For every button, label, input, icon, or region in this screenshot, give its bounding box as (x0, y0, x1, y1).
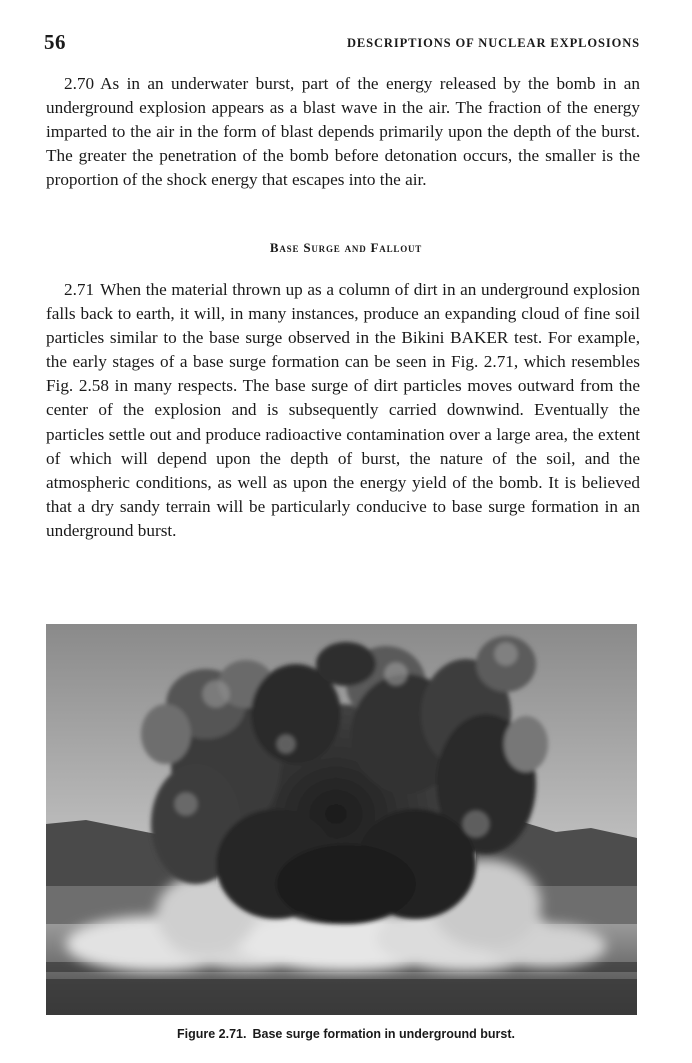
running-head (44, 30, 640, 54)
figure-caption-text: Base surge formation in underground burst. (252, 1027, 515, 1041)
paragraph-text: As in an underwater burst, part of the energy released by the bomb in an underground explosion appears as a blast wave in the air. The fraction of the energy imparted to the air in the form of blast depends primarily upon the depth of the burst. The greater the penetration of the bomb before detonation occurs, the smaller is the proportion of the shock energy that escapes into the air. (46, 74, 640, 190)
paragraph-2-70 (46, 72, 640, 192)
figure-photo-underground-burst (46, 624, 637, 1015)
running-title: DESCRIPTIONS OF NUCLEAR EXPLOSIONS (346, 36, 640, 50)
paragraph-text: When the material thrown up as a column of dirt in an underground explosion falls back to earth, it will, in many instances, produce an expanding cloud of fine soil particles similar to the base surge observed in the Bikini BAKER test. For example, the early stages of a base surge formation can be seen in Fig. 2.71, which resembles Fig. 2.58 in many respects. The base surge of dirt particles moves outward from the center of the explosion and is subsequently carried downwind. Eventually the particles settle out and produce radioactive contamination over a large area, the extent of which will depend upon the depth of burst, the nature of the soil, and the atmospheric conditions, as well as upon the energy yield of the bomb. It is believed that a dry sandy terrain will be particularly conducive to base surge formation in an underground burst. (46, 280, 640, 540)
page-number: 56 (44, 30, 66, 54)
section-heading: Base Surge and Fallout (269, 240, 423, 255)
paragraph-2-71 (46, 278, 640, 543)
figure-label: Figure 2.71. (176, 1027, 247, 1041)
figure-caption (0, 1027, 692, 1041)
paragraph-number: 2.71 (64, 280, 95, 299)
paragraph-number: 2.70 (64, 74, 95, 93)
